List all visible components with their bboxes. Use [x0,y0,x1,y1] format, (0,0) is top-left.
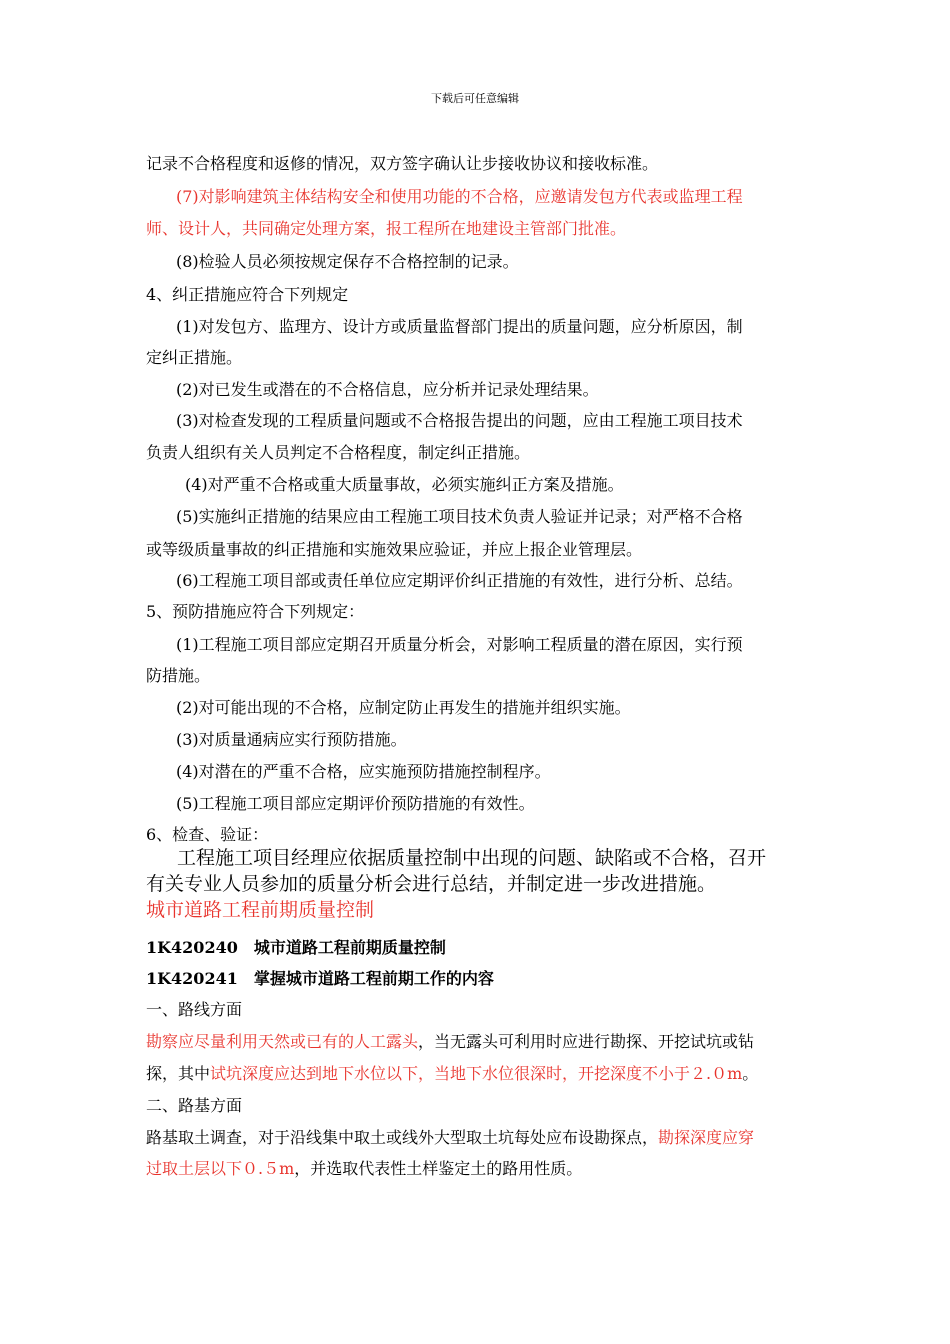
paragraph-line [146,1158,582,1180]
list-item: (3)对检查发现的工程质量问题或不合格报告提出的问题，应由工程施工项目技术 [176,411,743,430]
list-item: (4)对严重不合格或重大质量事故，必须实施纠正方案及措施。 [185,475,624,494]
highlighted-line: (7)对影响建筑主体结构安全和使用功能的不合格，应邀请发包方代表或监理工程 [176,187,743,206]
plain-text: 探，其中 [146,1064,211,1083]
plain-text: ，当无露头可利用时应进行勘探、开挖试坑或钻 [418,1032,755,1051]
subsection-heading: 二、路基方面 [146,1096,243,1115]
paragraph-line: 防措施。 [146,666,211,685]
list-item: (5)工程施工项目部应定期评价预防措施的有效性。 [176,794,535,813]
plain-text: ，并选取代表性土样鉴定土的路用性质。 [294,1159,583,1178]
list-item: (6)工程施工项目部或责任单位应定期评价纠正措施的有效性，进行分析、总结。 [176,571,743,590]
list-item: (2)对可能出现的不合格，应制定防止再发生的措施并组织实施。 [176,698,631,717]
list-item: (3)对质量通病应实行预防措施。 [176,730,407,749]
paragraph-line: 记录不合格程度和返修的情况，双方签字确认让步接收协议和接收标准。 [146,154,659,173]
paragraph-line: 定纠正措施。 [146,348,243,367]
paragraph-line [146,1031,754,1053]
section-heading: 6、检查、验证： [146,825,269,844]
list-item: (2)对已发生或潜在的不合格信息，应分析并记录处理结果。 [176,380,599,399]
highlighted-text: 勘探深度应穿 [658,1128,755,1147]
chapter-title: 城市道路工程前期质量控制 [146,899,375,921]
highlighted-text: 过取土层以下０.５m [146,1159,295,1178]
paragraph-line: 工程施工项目经理应依据质量控制中出现的问题、缺陷或不合格，召开 [177,847,767,869]
paragraph-line [146,1127,754,1149]
highlighted-line: 师、设计人，共同确定处理方案，报工程所在地建设主管部门批准。 [146,219,627,238]
section-code-heading: 1K420240 城市道路工程前期质量控制 [146,938,446,957]
paragraph-line: 或等级质量事故的纠正措施和实施效果应验证，并应上报企业管理层。 [146,540,643,559]
paragraph-line [146,1063,758,1085]
highlighted-text: 勘察应尽量利用天然或已有的人工露头 [146,1032,419,1051]
list-item: (5)实施纠正措施的结果应由工程施工项目技术负责人验证并记录；对严格不合格 [176,507,743,526]
paragraph-line: 有关专业人员参加的质量分析会进行总结，并制定进一步改进措施。 [146,873,717,895]
highlighted-text: 试坑深度应达到地下水位以下，当地下水位很深时，开挖深度不小于２.０m [210,1064,743,1083]
section-heading: 4、纠正措施应符合下列规定 [146,285,349,304]
list-item: (1)工程施工项目部应定期召开质量分析会，对影响工程质量的潜在原因，实行预 [176,635,743,654]
page-header: 下载后可任意编辑 [431,92,519,105]
section-code-heading: 1K420241 掌握城市道路工程前期工作的内容 [146,969,494,988]
list-item: (8)检验人员必须按规定保存不合格控制的记录。 [176,252,519,271]
plain-text: 。 [742,1064,759,1083]
list-item: (4)对潜在的严重不合格，应实施预防措施控制程序。 [176,762,551,781]
section-heading: 5、预防措施应符合下列规定： [146,602,365,621]
list-item: (1)对发包方、监理方、设计方或质量监督部门提出的质量问题，应分析原因，制 [176,317,743,336]
plain-text: 路基取土调查，对于沿线集中取土或线外大型取土坑每处应布设勘探点， [146,1128,659,1147]
paragraph-line: 负责人组织有关人员判定不合格程度，制定纠正措施。 [146,443,531,462]
subsection-heading: 一、路线方面 [146,1000,243,1019]
